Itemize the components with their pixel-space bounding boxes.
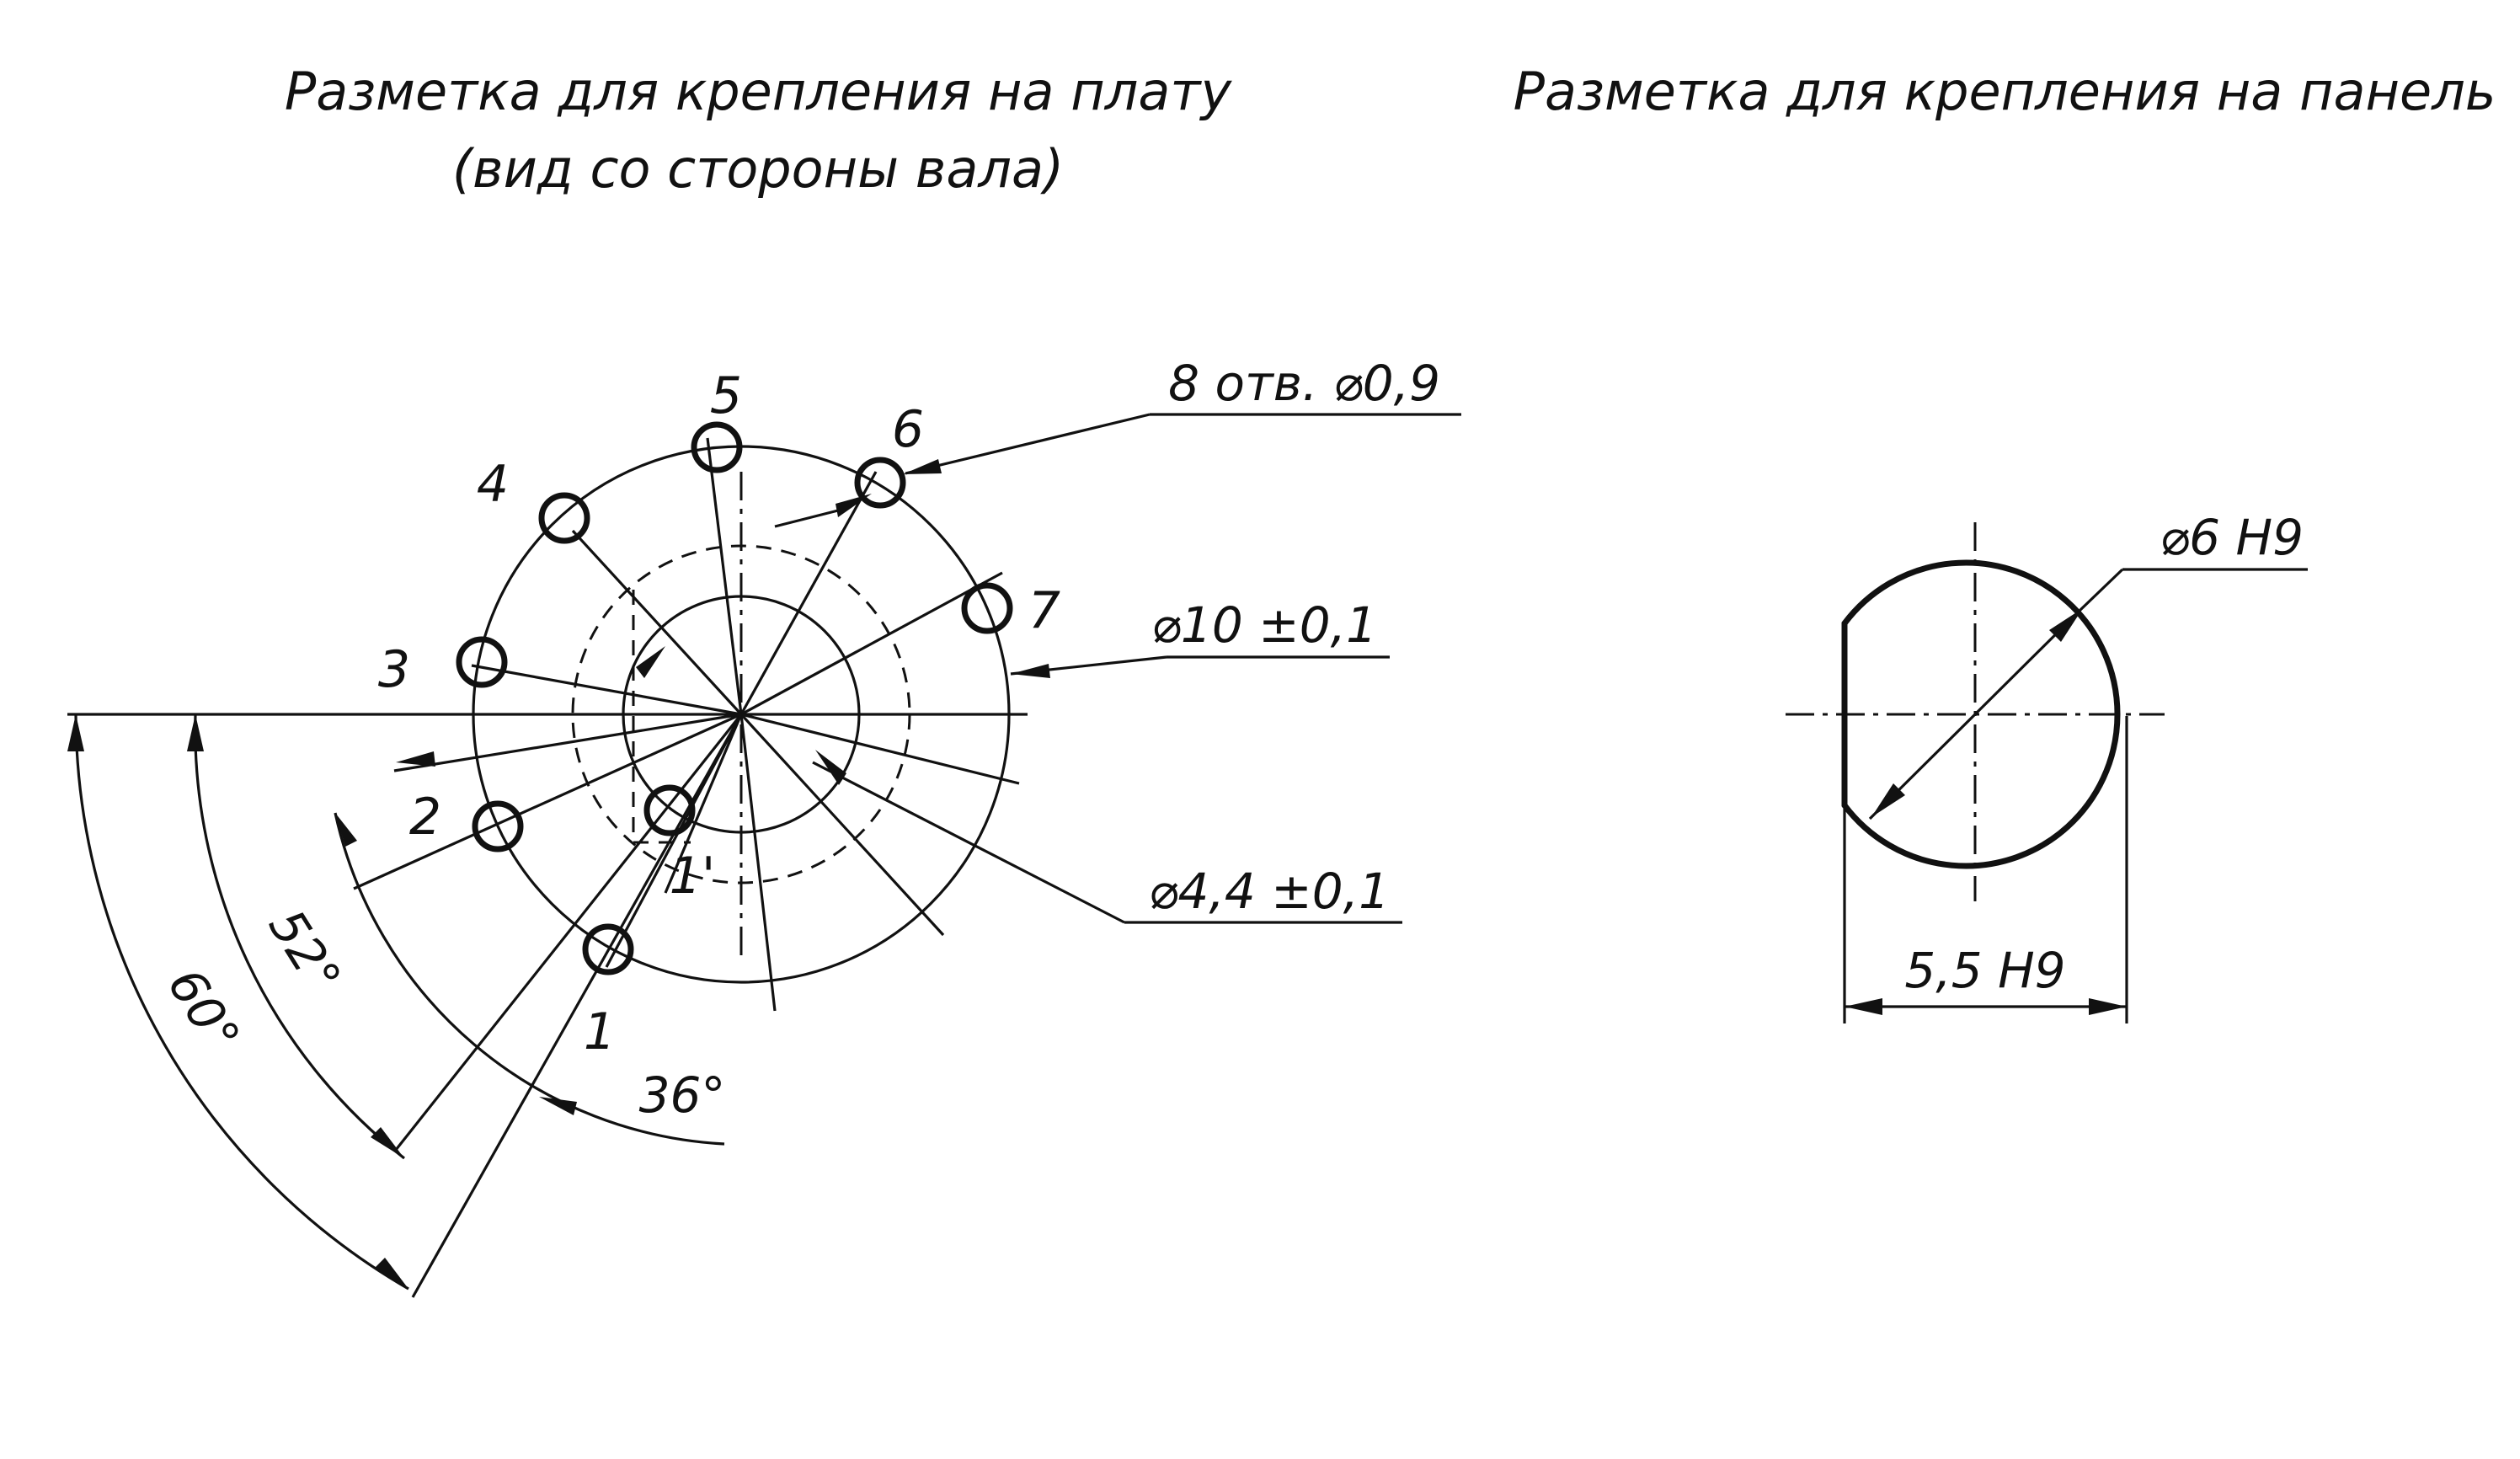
panel-flat-label: 5,5 H9 (1904, 942, 2066, 999)
title-board-mounting: Разметка для крепления на плату (284, 61, 1232, 122)
hole-label-1-prime: 1' (669, 847, 716, 906)
hole-label-2: 2 (408, 788, 442, 847)
dia-outer-label: ⌀10 ±0,1 (1151, 596, 1377, 654)
hole-label-4: 4 (476, 455, 510, 514)
panel-view (1786, 509, 2308, 1023)
angle-36: 36° (638, 1066, 726, 1124)
board-view (67, 355, 1461, 1297)
dia-inner-label: ⌀4,4 ±0,1 (1148, 863, 1390, 920)
hole-label-3: 3 (377, 640, 411, 699)
title-panel-mounting: Разметка для крепления на панель (1513, 61, 2496, 122)
holes-note: 8 отв. ⌀0,9 (1168, 355, 1440, 412)
hole-1-prime (647, 788, 692, 833)
angle-60: 60° (156, 958, 252, 1063)
hole-label-6: 6 (891, 400, 925, 459)
leader-holes (905, 414, 1150, 473)
hole-label-7: 7 (1028, 581, 1061, 640)
title-board-subtitle: (вид со стороны вала) (451, 138, 1065, 200)
arc-60 (76, 714, 408, 1289)
angle-52: 52° (257, 899, 353, 1004)
mounting-holes (459, 425, 1010, 972)
hole-label-5: 5 (709, 366, 743, 425)
hole-label-1: 1 (583, 1002, 617, 1061)
hole-4 (542, 495, 587, 541)
panel-dia-label: ⌀6 H9 (2160, 509, 2304, 566)
